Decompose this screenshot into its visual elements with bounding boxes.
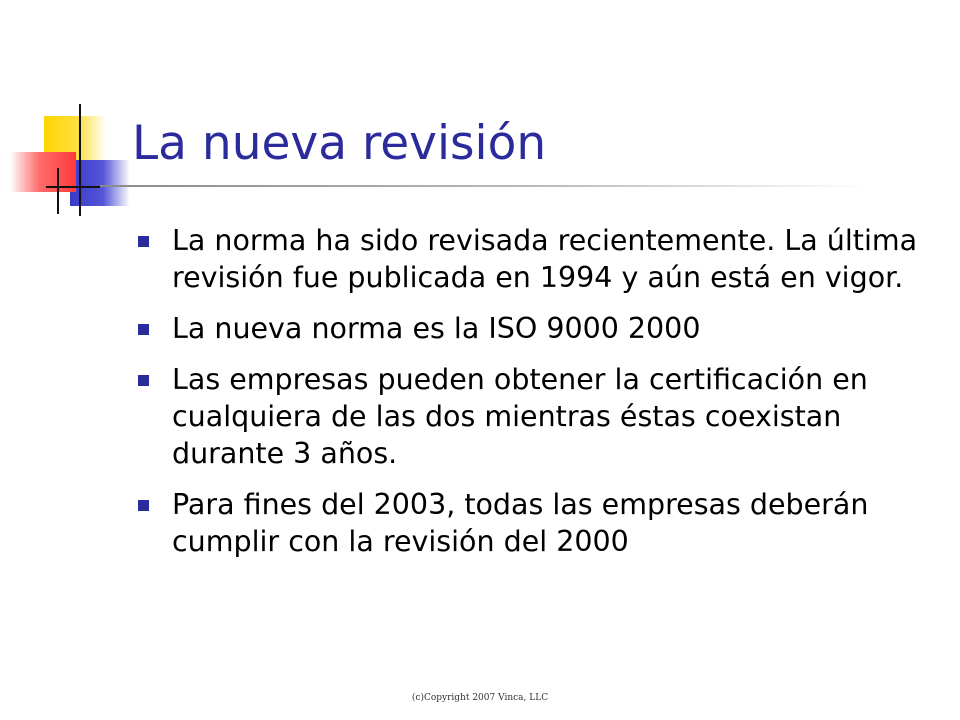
logo-vertical-line-short [57,168,59,214]
logo-horizontal-line [46,186,100,188]
logo-vertical-line [79,104,81,216]
bullet-item [134,361,924,472]
bullet-item [134,486,924,560]
square-bullet-icon [138,324,149,335]
bullet-text: La norma ha sido revisada recientemente. La última revisión fue publicada en 1994 y aún está en vigor. [172,224,918,294]
square-bullet-icon [138,500,149,511]
bullet-text: La nueva norma es la ISO 9000 2000 [172,312,701,345]
copyright-footer: (c)Copyright 2007 Vinca, LLC [411,693,549,703]
bullet-item [134,310,924,347]
slide-title: La nueva revisión [132,116,547,171]
bullet-text: Las empresas pueden obtener la certificación en cualquiera de las dos mientras éstas coexistan durante 3 años. [172,363,868,470]
bullet-text: Para fines del 2003, todas las empresas deberán cumplir con la revisión del 2000 [172,488,869,558]
bullet-list [134,222,924,574]
square-bullet-icon [138,236,149,247]
title-underline [100,185,870,187]
bullet-item [134,222,924,296]
square-bullet-icon [138,375,149,386]
